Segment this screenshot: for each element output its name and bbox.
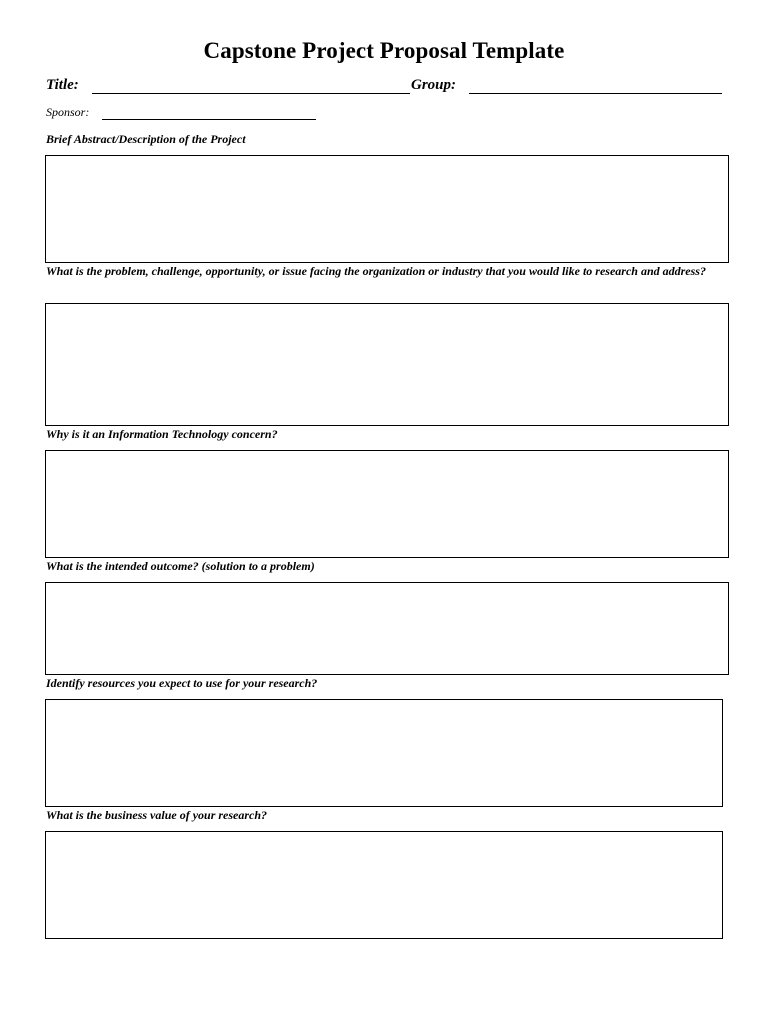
- problem-label: What is the problem, challenge, opportunity, or issue facing the organization or industry that you would like to research and address?: [46, 264, 706, 278]
- resources-label: Identify resources you expect to use for your research?: [46, 676, 318, 690]
- group-field-line[interactable]: [469, 93, 722, 94]
- page-title: Capstone Project Proposal Template: [203, 38, 565, 63]
- business-value-label: What is the business value of your research?: [46, 808, 268, 822]
- resources-box[interactable]: [45, 699, 723, 807]
- title-field-line[interactable]: [92, 93, 410, 94]
- business-value-box[interactable]: [45, 831, 723, 939]
- group-field-label: Group:: [411, 77, 457, 93]
- outcome-label: What is the intended outcome? (solution to a problem): [46, 559, 315, 573]
- sponsor-field-line[interactable]: [102, 119, 316, 120]
- sponsor-field-label: Sponsor:: [46, 105, 90, 119]
- problem-box[interactable]: [45, 303, 729, 426]
- outcome-box[interactable]: [45, 582, 729, 675]
- it-concern-box[interactable]: [45, 450, 729, 558]
- abstract-box[interactable]: [45, 155, 729, 263]
- it-concern-label: Why is it an Information Technology concern?: [46, 427, 278, 441]
- abstract-label: Brief Abstract/Description of the Project: [46, 132, 246, 146]
- title-field-label: Title:: [46, 77, 79, 93]
